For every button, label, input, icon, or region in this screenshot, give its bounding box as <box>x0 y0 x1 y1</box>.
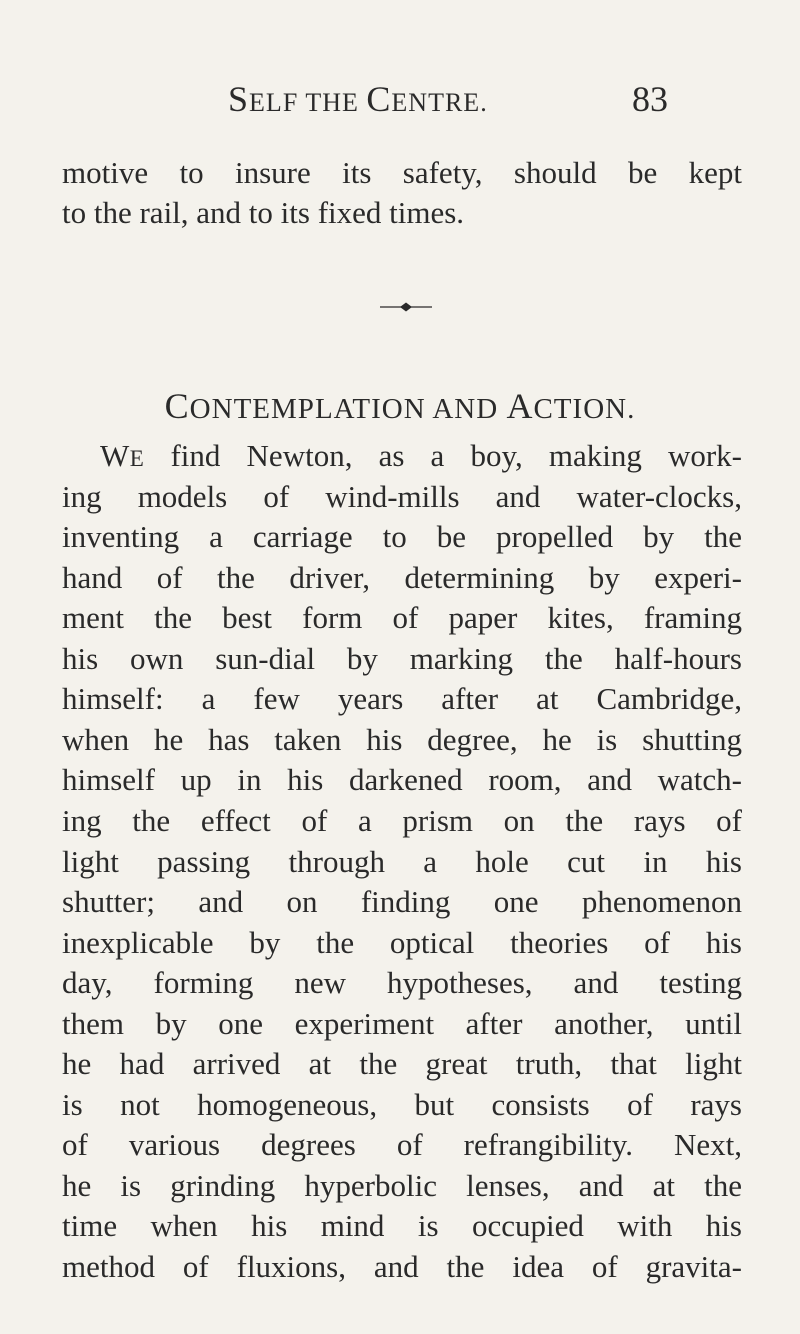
section-divider-ornament <box>380 301 432 313</box>
text-line: ing the effect of a prism on the rays of <box>62 802 742 838</box>
text-line: ing models of wind-mills and water-clocks, <box>62 478 742 514</box>
text-line: method of fluxions, and the idea of gravita- <box>62 1249 742 1284</box>
page-number: 83 <box>632 79 668 119</box>
text-line: when he has taken his degree, he is shutting <box>62 721 742 757</box>
text-line: inventing a carriage to be propelled by the <box>62 519 742 555</box>
running-header <box>228 78 668 122</box>
text-line: motive to insure its safety, should be kept <box>62 155 742 190</box>
text-line: is not homogeneous, but consists of rays <box>62 1086 742 1122</box>
text-line: he is grinding hyperbolic lenses, and at the <box>62 1167 742 1203</box>
text-line: inexplicable by the optical theories of his <box>62 924 742 960</box>
text-line: day, forming new hypotheses, and testing <box>62 965 742 1001</box>
text-line: ment the best form of paper kites, framing <box>62 600 742 636</box>
text-line: hand of the driver, determining by experi- <box>62 559 742 595</box>
text-line: his own sun-dial by marking the half-hours <box>62 640 742 676</box>
text-line: himself: a few years after at Cambridge, <box>62 681 742 717</box>
lead-word: WE <box>100 438 145 473</box>
text-line: of various degrees of refrangibility. Next, <box>62 1127 742 1163</box>
text-line: light passing through a hole cut in his <box>62 843 742 879</box>
running-title: SELF THE CENTRE. <box>228 79 488 119</box>
section-heading: CONTEMPLATION AND ACTION. <box>164 386 636 426</box>
text-line: himself up in his darkened room, and watch- <box>62 762 742 798</box>
text-line: them by one experiment after another, until <box>62 1005 742 1041</box>
text-line: he had arrived at the great truth, that light <box>62 1046 742 1082</box>
text-line: shutter; and on finding one phenomenon <box>62 884 742 920</box>
text-line: to the rail, and to its fixed times. <box>62 195 465 230</box>
text-line: WE find Newton, as a boy, making work- <box>100 438 742 473</box>
text-line: time when his mind is occupied with his <box>62 1208 742 1244</box>
